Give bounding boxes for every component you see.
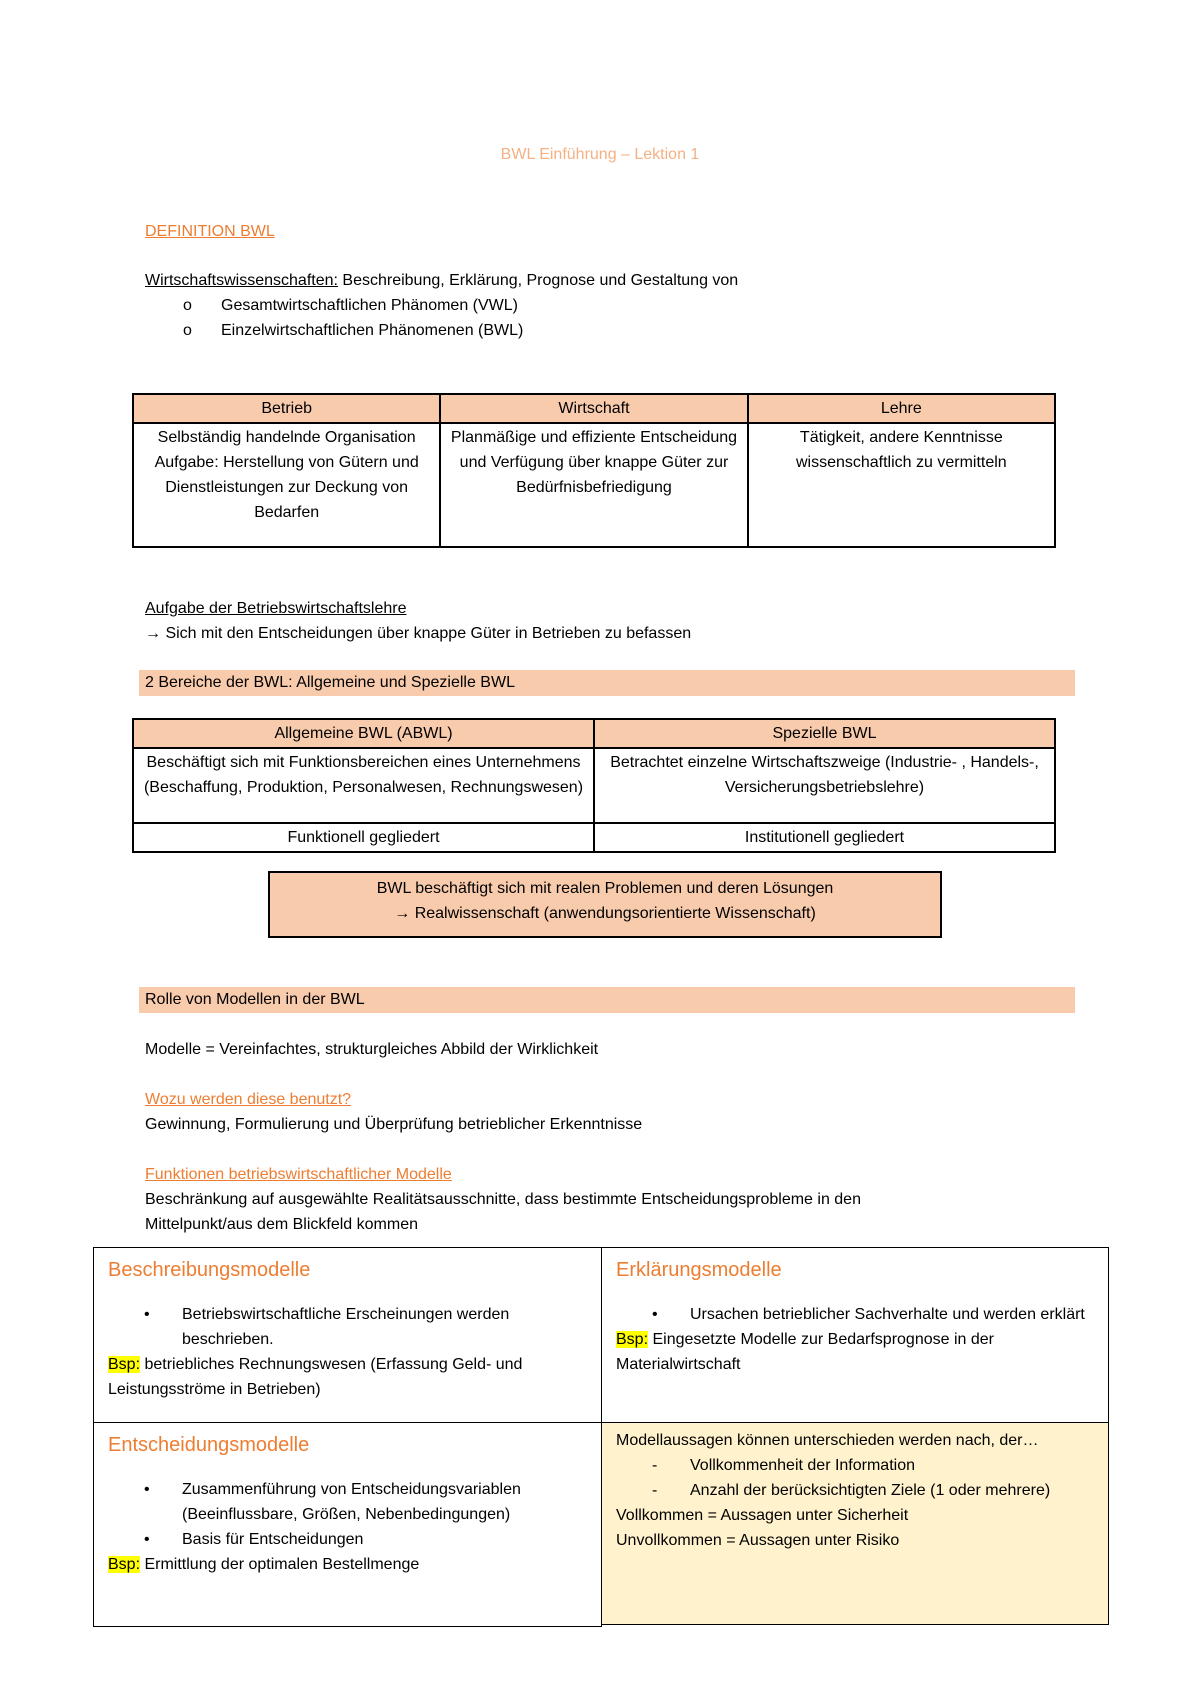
aufgabe-text: Sich mit den Entscheidungen über knappe Güter in Betrieben zu befassen <box>165 625 692 642</box>
definition-line <box>145 268 738 293</box>
list-item-text: Betriebswirtschaftliche Erscheinungen werden beschrieben. <box>182 1306 510 1348</box>
funktionen-text-line2: Mittelpunkt/aus dem Blickfeld kommen <box>145 1216 418 1233</box>
box-title: Beschreibungsmodelle <box>108 1259 311 1281</box>
table-header: Lehre <box>748 394 1055 423</box>
bereiche-band: 2 Bereiche der BWL: Allgemeine und Spezielle BWL <box>139 670 1075 696</box>
table-cell: Tätigkeit, andere Kenntnisse wissenschaftlich zu vermitteln <box>748 423 1055 547</box>
dash-marker: - <box>652 1457 658 1474</box>
list-item <box>183 318 523 343</box>
callout-line2-text: Realwissenschaft (anwendungsorientierte Wissenschaft) <box>414 905 816 922</box>
list-item <box>108 1302 587 1352</box>
table-header: Spezielle BWL <box>594 719 1055 748</box>
box-title: Erklärungsmodelle <box>616 1259 782 1281</box>
list-item <box>108 1477 587 1527</box>
table-header: Wirtschaft <box>440 394 747 423</box>
bullet-list <box>108 1302 587 1352</box>
list-item-text: Ursachen betrieblicher Sachverhalte und werden erklärt <box>690 1306 1085 1323</box>
realwissenschaft-callout <box>268 871 942 938</box>
bsp-line <box>108 1352 587 1402</box>
bsp-text: Ermittlung der optimalen Bestellmenge <box>140 1556 420 1573</box>
list-item-text: Einzelwirtschaftlichen Phänomenen (BWL) <box>221 322 524 339</box>
definition-heading: DEFINITION BWL <box>145 223 275 240</box>
bullet-icon: • <box>144 1531 150 1548</box>
bullet-icon: • <box>144 1481 150 1498</box>
aufgabe-line <box>145 621 691 646</box>
dash-marker: - <box>652 1482 658 1499</box>
betrieb-wirtschaft-lehre-table <box>132 393 1056 548</box>
bereiche-table <box>132 718 1056 853</box>
bsp-line <box>108 1552 587 1577</box>
page-title: BWL Einführung – Lektion 1 <box>500 146 700 163</box>
box-title: Entscheidungsmodelle <box>108 1434 310 1456</box>
aussagen-line2: Unvollkommen = Aussagen unter Risiko <box>616 1532 900 1549</box>
list-item <box>616 1302 1094 1327</box>
aussagen-line1: Vollkommen = Aussagen unter Sicherheit <box>616 1507 909 1524</box>
aussagen-intro: Modellaussagen können unterschieden werden nach, der… <box>616 1432 1039 1449</box>
definition-text: Beschreibung, Erklärung, Prognose und Gestaltung von <box>337 272 739 289</box>
table-cell: Planmäßige und effiziente Entscheidung und Verfügung über knappe Güter zur Bedürfnisbefriedigung <box>440 423 747 547</box>
list-item <box>616 1453 1094 1478</box>
wozu-text: Gewinnung, Formulierung und Überprüfung betrieblicher Erkenntnisse <box>145 1116 643 1133</box>
bsp-text: Eingesetzte Modelle zur Bedarfsprognose in der Materialwirtschaft <box>616 1331 994 1373</box>
funktionen-heading: Funktionen betriebswirtschaftlicher Modelle <box>145 1166 452 1183</box>
modelle-definition: Modelle = Vereinfachtes, strukturgleiches Abbild der Wirklichkeit <box>145 1041 599 1058</box>
aufgabe-heading: Aufgabe der Betriebswirtschaftslehre <box>145 600 407 617</box>
definition-term: Wirtschaftswissenschaften: <box>145 272 338 289</box>
bullet-list <box>108 1477 587 1552</box>
table-cell: Beschäftigt sich mit Funktionsbereichen eines Unternehmens (Beschaffung, Produktion, Personalwesen, Rechnungswesen) <box>133 748 594 823</box>
list-item-text: Zusammenführung von Entscheidungsvariablen (Beeinflussbare, Größen, Nebenbedingungen) <box>182 1481 521 1523</box>
list-item <box>616 1478 1094 1503</box>
list-item-text: Vollkommenheit der Information <box>690 1457 915 1474</box>
bullet-marker: o <box>183 322 192 339</box>
arrow-icon: → <box>394 905 411 922</box>
erklaerungsmodelle-box <box>601 1247 1109 1423</box>
bullet-marker: o <box>183 297 192 314</box>
list-item-text: Basis für Entscheidungen <box>182 1531 364 1548</box>
bullet-icon: • <box>144 1306 150 1323</box>
entscheidungsmodelle-box <box>93 1422 602 1627</box>
bsp-line <box>616 1327 1094 1377</box>
wozu-heading: Wozu werden diese benutzt? <box>145 1091 352 1108</box>
funktionen-text-line1: Beschränkung auf ausgewählte Realitätsausschnitte, dass bestimmte Entscheidungsprobleme in den <box>145 1191 861 1208</box>
bullet-list <box>616 1302 1094 1327</box>
beschreibungsmodelle-box <box>93 1247 602 1423</box>
dash-list <box>616 1453 1094 1503</box>
bsp-label: Bsp: <box>108 1356 141 1373</box>
bullet-icon: • <box>652 1306 658 1323</box>
bsp-label: Bsp: <box>616 1331 649 1348</box>
modelle-band: Rolle von Modellen in der BWL <box>139 987 1075 1013</box>
modellaussagen-box <box>601 1422 1109 1625</box>
table-cell: Betrachtet einzelne Wirtschaftszweige (Industrie- , Handels-, Versicherungsbetriebslehre) <box>594 748 1055 823</box>
bsp-text: betriebliches Rechnungswesen (Erfassung Geld- und Leistungsströme in Betrieben) <box>108 1356 523 1398</box>
list-item-text: Gesamtwirtschaftlichen Phänomen (VWL) <box>221 297 518 314</box>
list-item-text: Anzahl der berücksichtigten Ziele (1 oder mehrere) <box>690 1482 1051 1499</box>
list-item <box>183 293 518 318</box>
bsp-label: Bsp: <box>108 1556 141 1573</box>
table-cell: Funktionell gegliedert <box>133 823 594 852</box>
table-cell: Selbständig handelnde Organisation Aufgabe: Herstellung von Gütern und Dienstleistungen zur Deckung von Bedarfen <box>133 423 440 547</box>
arrow-icon: → <box>145 625 161 642</box>
callout-line1: BWL beschäftigt sich mit realen Problemen und deren Lösungen <box>376 880 834 897</box>
table-header: Betrieb <box>133 394 440 423</box>
table-header: Allgemeine BWL (ABWL) <box>133 719 594 748</box>
list-item <box>108 1527 587 1552</box>
callout-line2 <box>270 901 940 926</box>
table-cell: Institutionell gegliedert <box>594 823 1055 852</box>
